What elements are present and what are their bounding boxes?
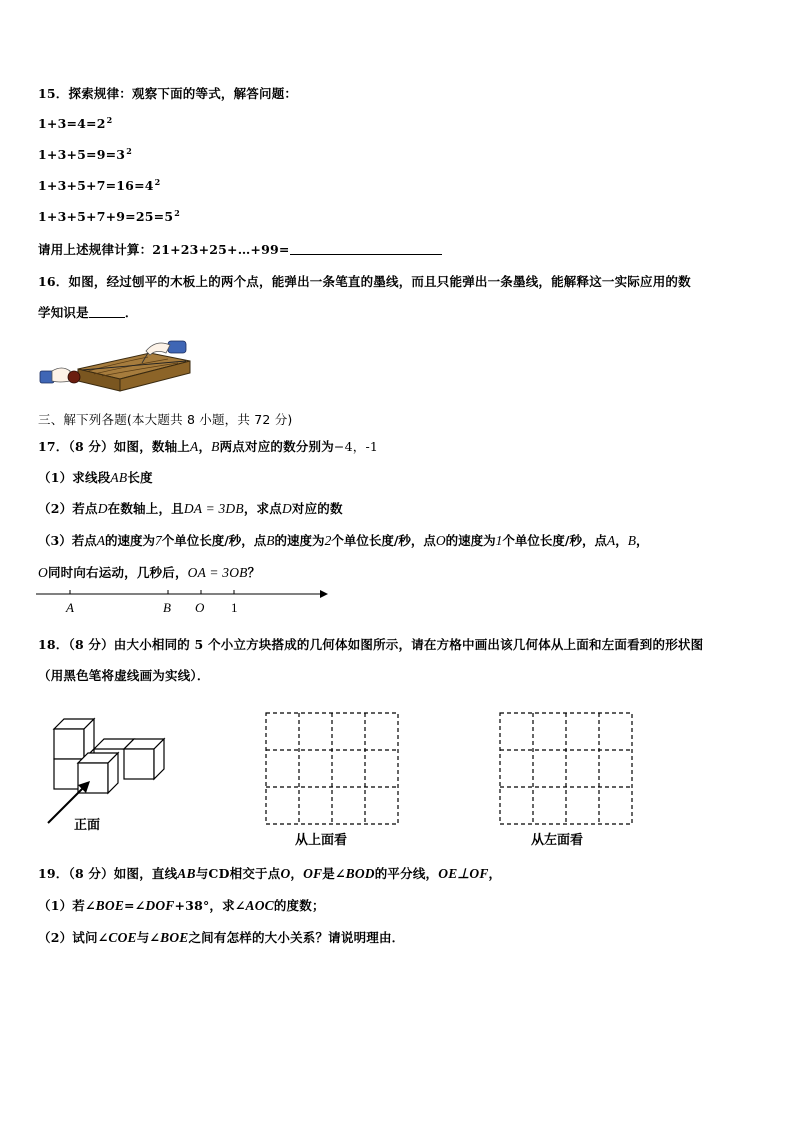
- math-num: 2: [324, 533, 332, 548]
- math-num: 1: [495, 533, 503, 548]
- math-var: O: [435, 533, 446, 548]
- q17-text: 长度: [127, 470, 153, 485]
- math-var: B: [627, 533, 636, 548]
- exponent: 2: [174, 208, 181, 218]
- q19-text: 之间有怎样的大小关系？请说明理由．: [188, 930, 405, 945]
- q19-text: 是∠: [322, 866, 346, 881]
- exponent: 2: [106, 115, 113, 125]
- q17-text: 个单位长度/秒，点: [502, 533, 607, 548]
- point-label-A: A: [66, 600, 74, 615]
- math-equation: DA = 3DB: [183, 501, 244, 516]
- math-var: A: [190, 439, 199, 454]
- q17-part-1: [38, 468, 153, 486]
- math-num: 7: [154, 533, 162, 548]
- q17-text: 个单位长度/秒，点: [161, 533, 267, 548]
- q17-text: ，求点: [243, 501, 282, 516]
- math-var: O: [38, 565, 48, 580]
- q17-part-2: [38, 499, 343, 517]
- q19-text: ，: [290, 866, 304, 881]
- section-3-header: 三、解下列各题(本大题共 8 小题，共 72 分): [38, 412, 293, 427]
- q19-text: =∠: [124, 898, 146, 913]
- math-var: D: [97, 501, 108, 516]
- q17-text: 17．（8 分）如图，数轴上: [38, 439, 190, 454]
- q19-text: 与∠: [136, 930, 161, 945]
- q17-line-1: [38, 437, 378, 455]
- front-label: 正面: [74, 817, 101, 832]
- math-var: OF: [303, 866, 323, 881]
- q17-text: 在数轴上，且: [107, 501, 184, 516]
- left-view-dashed-grid[interactable]: [499, 712, 635, 852]
- equation-text: 1+3+5=9=3: [38, 147, 126, 162]
- q19-line-1: [38, 864, 501, 882]
- cube-structure-figure: [38, 715, 168, 835]
- math-var: DOF: [145, 898, 175, 913]
- q16-period: ．: [124, 305, 138, 320]
- tick-label-1: 1: [231, 600, 238, 615]
- math-var: BOD: [345, 866, 375, 881]
- q17-text: 的速度为: [104, 533, 155, 548]
- q18-line-1: 18．（8 分）由大小相同的 5 个小立方块搭成的几何体如图所示，请在方格中画出该几何体从上面和左面看到的形状图: [38, 637, 704, 652]
- q19-part-1: [38, 896, 325, 914]
- math-expression: OE⊥OF: [438, 866, 489, 881]
- q19-text: 与: [195, 866, 209, 881]
- math-var: B: [211, 439, 220, 454]
- q19-text: 19．（8 分）如图，直线: [38, 866, 178, 881]
- q17-text: ，: [636, 533, 649, 548]
- answer-blank[interactable]: [89, 305, 125, 318]
- q17-text: （2）若点: [38, 501, 98, 516]
- q17-text: ，: [615, 533, 628, 548]
- q17-text: 的速度为: [445, 533, 496, 548]
- q19-text: 的度数；: [273, 898, 325, 913]
- q15-question: [38, 240, 442, 258]
- q15-equation-4: [38, 208, 180, 224]
- q17-values: −4，-1: [333, 439, 379, 454]
- math-var: BOE: [95, 898, 125, 913]
- q19-text: ，: [488, 866, 502, 881]
- equation-text: 1+3=4=2: [38, 116, 106, 131]
- math-var: O: [280, 866, 291, 881]
- q17-text: 同时向右运动，几秒后，: [47, 565, 188, 580]
- number-line-arrow: [320, 590, 328, 598]
- math-var: AB: [177, 866, 196, 881]
- plank-chalkline-illustration: [38, 333, 198, 395]
- equation-text: 1+3+5+7=16=4: [38, 178, 154, 193]
- q17-text: 两点对应的数分别为: [219, 439, 334, 454]
- point-label-B: B: [163, 600, 171, 615]
- q17-text: 的速度为: [274, 533, 325, 548]
- math-equation: OA = 3OB: [187, 565, 248, 580]
- math-var: CD: [208, 866, 230, 881]
- q19-text: （2）试问∠: [38, 930, 109, 945]
- q17-text: ，: [198, 439, 212, 454]
- number-line: [36, 586, 328, 618]
- q17-text: （3）若点: [38, 533, 97, 548]
- answer-blank[interactable]: [290, 242, 442, 255]
- q17-text: 个单位长度/秒，点: [331, 533, 436, 548]
- q19-text: 相交于点: [229, 866, 281, 881]
- q17-text: 对应的数: [291, 501, 343, 516]
- q17-part-3: [38, 531, 649, 549]
- q16-line-1: 16．如图，经过刨平的木板上的两个点，能弹出一条笔直的墨线，而且只能弹出一条墨线，能解释这一实际应用的数: [38, 274, 691, 289]
- q19-text: （1）若∠: [38, 898, 96, 913]
- math-var: COE: [108, 930, 137, 945]
- q19-part-2: [38, 928, 404, 946]
- exponent: 2: [126, 146, 132, 156]
- q19-text: 的平分线，: [374, 866, 439, 881]
- math-var: AB: [110, 470, 128, 485]
- q15-title: 15．探索规律：观察下面的等式，解答问题：: [38, 86, 298, 101]
- math-var: B: [266, 533, 275, 548]
- equation-text: 1+3+5+7+9=25=5: [38, 209, 174, 224]
- q15-equation-2: [38, 146, 132, 162]
- math-var: A: [96, 533, 105, 548]
- math-var: D: [281, 501, 292, 516]
- q16-text: 学知识是: [38, 305, 89, 320]
- q18-line-2: （用黑色笔将虚线画为实线）．: [38, 668, 210, 683]
- question-text: 请用上述规律计算：21+23+25+…+99=: [38, 242, 290, 257]
- top-view-caption: 从上面看: [295, 832, 348, 847]
- q16-line-2: [38, 303, 138, 321]
- q17-text: ？: [247, 565, 261, 580]
- point-label-O: O: [195, 600, 205, 615]
- q15-equation-3: [38, 177, 160, 193]
- math-var: AOC: [245, 898, 274, 913]
- math-var: A: [606, 533, 616, 548]
- left-view-caption: 从左面看: [531, 832, 584, 847]
- q15-equation-1: [38, 115, 112, 131]
- q19-text: +38°，求∠: [174, 898, 246, 913]
- q17-part-3-cont: [38, 563, 260, 581]
- top-view-dashed-grid[interactable]: [265, 712, 401, 852]
- q17-text: （1）求线段: [38, 470, 111, 485]
- exponent: 2: [154, 177, 161, 187]
- math-var: BOE: [160, 930, 189, 945]
